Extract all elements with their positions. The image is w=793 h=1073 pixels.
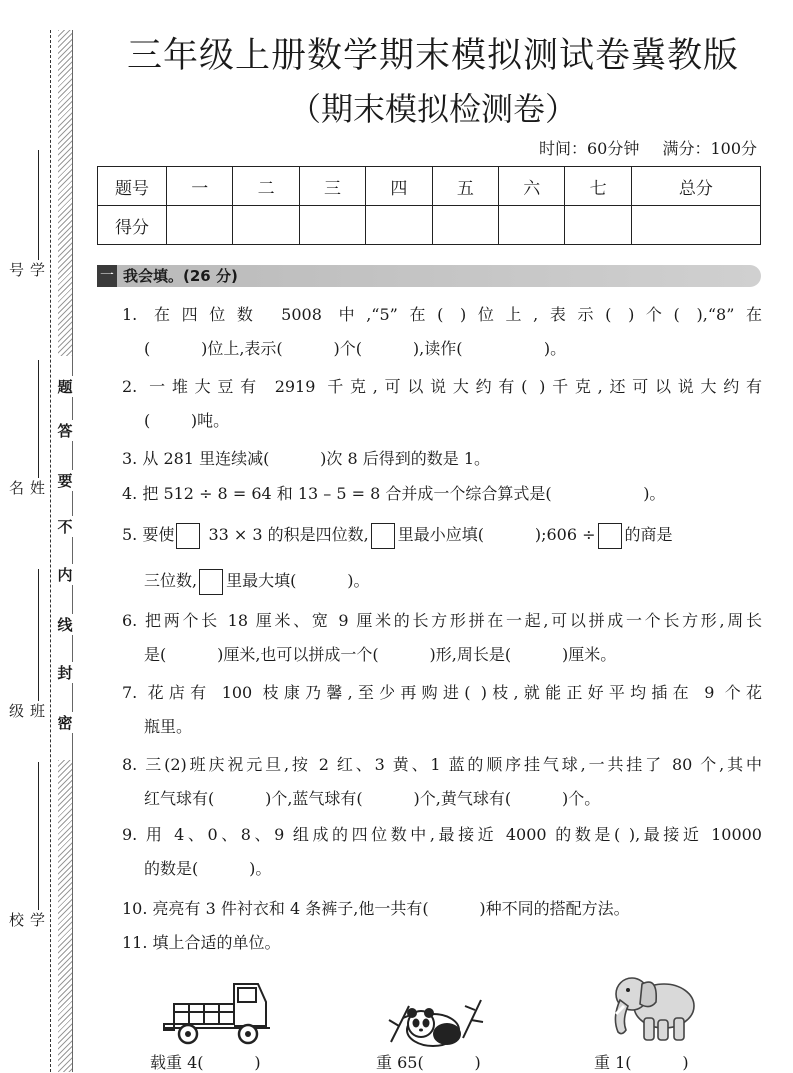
question-text: 瓶里。 xyxy=(144,717,193,736)
question-text-part: 里最大填( )。 xyxy=(226,571,370,590)
seal-char: 不 xyxy=(57,518,73,536)
question-text-part: 里最小应填( );606 ÷ xyxy=(397,525,596,544)
seal-char: 要 xyxy=(57,472,73,490)
score-row-label: 得分 xyxy=(98,206,167,245)
score-header-cell: 五 xyxy=(432,167,498,206)
student-id-underline xyxy=(38,150,39,260)
question-text: 8. 三(2)班庆祝元旦,按 2 红、3 黄、1 蓝的顺序挂气球,一共挂了 80 个,其中 xyxy=(122,755,762,774)
question-text xyxy=(122,516,762,554)
question-text: ( )吨。 xyxy=(144,411,230,430)
question-2 xyxy=(122,370,762,438)
score-input-cell[interactable] xyxy=(167,206,233,245)
seal-char: 线 xyxy=(57,616,73,634)
question-text: 是( )厘米,也可以拼成一个( )形,周长是( )厘米。 xyxy=(144,645,617,664)
score-input-cell[interactable] xyxy=(499,206,565,245)
question-5 xyxy=(122,516,762,600)
question-11 xyxy=(122,926,762,960)
seal-hatching xyxy=(58,760,72,1072)
score-input-cell[interactable] xyxy=(631,206,760,245)
question-text-part: 5. 要使 xyxy=(122,525,175,544)
question-6 xyxy=(122,604,762,672)
score-input-cell[interactable] xyxy=(432,206,498,245)
seal-hatching xyxy=(58,30,72,356)
score-header-cell: 题号 xyxy=(98,167,167,206)
answer-box[interactable] xyxy=(176,523,200,549)
seal-char: 题 xyxy=(57,378,73,396)
question-text: 的数是( )。 xyxy=(144,859,272,878)
question-4 xyxy=(122,477,762,511)
panda-caption: 重 65( ) xyxy=(376,1053,481,1072)
answer-box[interactable] xyxy=(199,569,223,595)
student-id-label: 学号 xyxy=(7,262,46,279)
score-table-score-row xyxy=(98,206,761,245)
question-text-part: 三位数, xyxy=(144,571,198,590)
seal-char: 内 xyxy=(57,566,73,584)
score-header-cell: 三 xyxy=(299,167,365,206)
name-label: 姓名 xyxy=(7,480,46,497)
truck-caption: 载重 4( ) xyxy=(150,1053,261,1072)
school-underline xyxy=(38,762,39,910)
question-text: 7. 花店有 100 枝康乃馨,至少再购进( )枝,就能正好平均插在 9 个花 xyxy=(122,683,762,702)
elephant-caption: 重 1( ) xyxy=(594,1053,689,1072)
page-subtitle: （期末模拟检测卷） xyxy=(288,90,577,128)
seal-boundary-line xyxy=(72,30,73,1072)
question-9 xyxy=(122,818,762,886)
question-text: 2. 一堆大豆有 2919 千克,可以说大约有( )千克,还可以说大约有 xyxy=(122,377,762,396)
score-header-cell: 四 xyxy=(366,167,432,206)
section-title: 我会填。(26 分) xyxy=(123,267,238,285)
question-text xyxy=(122,562,762,600)
exam-meta xyxy=(539,136,757,159)
class-underline xyxy=(38,569,39,701)
question-text: 9. 用 4、0、8、9 组成的四位数中,最接近 4000 的数是( ),最接近 10000 xyxy=(122,825,762,844)
question-10 xyxy=(122,892,762,926)
question-3 xyxy=(122,442,762,476)
seal-char: 密 xyxy=(57,714,73,732)
question-text-part: 的商是 xyxy=(624,525,673,544)
question-text: 红气球有( )个,蓝气球有( )个,黄气球有( )个。 xyxy=(144,789,601,808)
score-header-cell: 一 xyxy=(167,167,233,206)
score-input-cell[interactable] xyxy=(565,206,631,245)
question-text: 3. 从 281 里连续减( )次 8 后得到的数是 1。 xyxy=(122,449,491,468)
page-title: 三年级上册数学期末模拟测试卷冀教版 xyxy=(126,36,739,76)
score-header-cell: 二 xyxy=(233,167,299,206)
elephant-illustration xyxy=(604,966,700,1048)
school-label: 学校 xyxy=(7,912,46,929)
question-text: 10. 亮亮有 3 件衬衣和 4 条裤子,他一共有( )种不同的搭配方法。 xyxy=(122,899,630,918)
seal-char: 答 xyxy=(57,422,73,440)
score-input-cell[interactable] xyxy=(366,206,432,245)
question-8 xyxy=(122,748,762,816)
score-header-cell: 七 xyxy=(565,167,631,206)
answer-box[interactable] xyxy=(598,523,622,549)
score-input-cell[interactable] xyxy=(233,206,299,245)
seal-char: 封 xyxy=(57,664,73,682)
question-text: 6. 把两个长 18 厘米、宽 9 厘米的长方形拼在一起,可以拼成一个长方形,周长 xyxy=(122,611,762,630)
score-input-cell[interactable] xyxy=(299,206,365,245)
question-text: 11. 填上合适的单位。 xyxy=(122,933,281,952)
section-header xyxy=(97,265,761,287)
question-text: ( )位上,表示( )个( ),读作( )。 xyxy=(144,339,567,358)
panda-illustration xyxy=(385,992,487,1050)
question-7 xyxy=(122,676,762,744)
cut-dashed-line xyxy=(50,30,52,1072)
score-header-cell: 六 xyxy=(499,167,565,206)
truck-illustration xyxy=(162,976,272,1048)
score-table-header-row xyxy=(98,167,761,206)
answer-box[interactable] xyxy=(371,523,395,549)
name-underline xyxy=(38,360,39,478)
time-limit: 时间：60分钟 xyxy=(538,139,640,158)
score-table xyxy=(97,166,761,245)
full-score: 满分：100分 xyxy=(662,139,757,158)
score-header-cell: 总分 xyxy=(631,167,760,206)
question-text: 1. 在四位数 5008 中,“5”在( )位上,表示( )个( ),“8”在 xyxy=(122,305,762,324)
section-number: 一 xyxy=(97,265,117,287)
question-1 xyxy=(122,298,762,366)
question-text: 4. 把 512 ÷ 8 = 64 和 13 – 5 = 8 合并成一个综合算式是( )。 xyxy=(122,484,666,503)
question-text-part: 33 × 3 的积是四位数, xyxy=(203,525,369,544)
class-label: 班级 xyxy=(7,703,46,720)
